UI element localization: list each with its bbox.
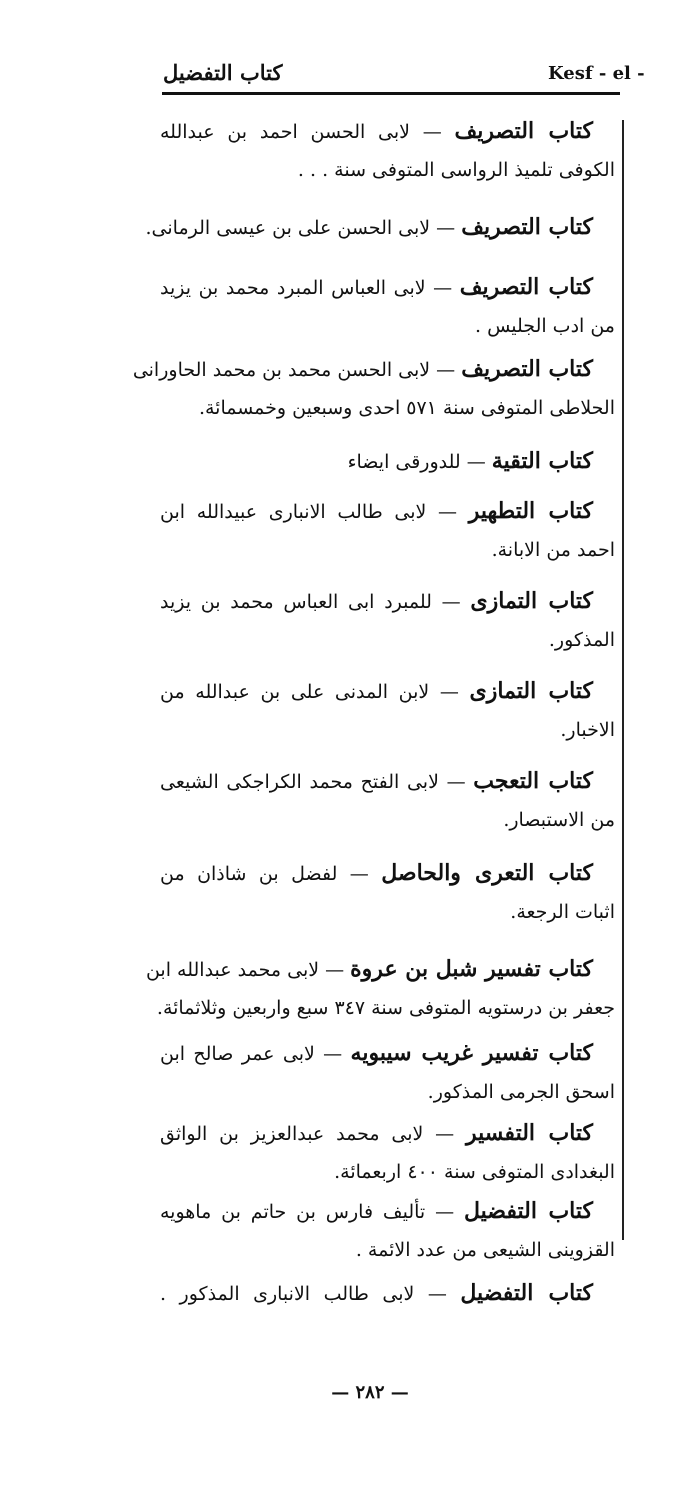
entry-first-line	[160, 1192, 615, 1231]
entry-continuation-line	[160, 531, 615, 569]
bibliography-entry	[160, 1034, 615, 1111]
header-rule	[162, 92, 620, 95]
entry-text: الحلاطى المتوفى سنة ٥٧١ احدى وسبعين وخمسمائة.	[198, 397, 615, 419]
entry-continuation-line	[156, 989, 615, 1027]
entry-title: كتاب تفسير غريب سيبويه	[350, 1040, 593, 1066]
entry-title: كتاب التصريف	[454, 118, 593, 144]
entry-title: كتاب التمازى	[470, 588, 594, 614]
bibliography-entry	[160, 582, 615, 659]
bibliography-entry	[160, 762, 615, 839]
entry-title: كتاب التفضيل	[460, 1280, 593, 1306]
entry-text: — لابى العباس المبرد محمد بن يزيد	[160, 277, 453, 299]
entry-text: — لابى الحسن احمد بن عبدالله	[160, 121, 442, 143]
entry-first-line	[160, 582, 615, 621]
entry-title: كتاب التمازى	[469, 678, 593, 704]
entry-first-line	[160, 112, 615, 151]
entry-continuation-line	[160, 307, 615, 345]
section-label: Kesf - el -	[548, 63, 645, 84]
bibliography-entry	[160, 1192, 615, 1269]
entry-text: جعفر بن درستويه المتوفى سنة ٣٤٧ سبع واربعين وثلاثمائة.	[156, 997, 615, 1019]
entry-first-line	[160, 762, 615, 801]
entry-continuation-line	[160, 1231, 615, 1269]
entry-title: كتاب التفسير	[466, 1120, 594, 1146]
entry-first-line	[145, 950, 615, 989]
entry-continuation-line	[160, 389, 615, 427]
entry-text: — لابى طالب الانبارى عبيدالله ابن	[160, 501, 458, 523]
entry-text: — لابى طالب الانبارى المذكور .	[160, 1283, 447, 1305]
entry-text: الكوفى تلميذ الرواسى المتوفى سنة . . .	[297, 159, 615, 181]
entry-text: من الاستبصار.	[503, 809, 615, 831]
entry-text: — لابى محمد عبدالعزيز بن الواثق	[160, 1123, 455, 1145]
entry-title: كتاب التعرى والحاصل	[381, 860, 593, 886]
entry-first-line	[160, 268, 615, 307]
entry-text: البغدادى المتوفى سنة ٤٠٠ اربعمائة.	[334, 1161, 615, 1183]
entry-first-line	[160, 1274, 615, 1313]
bibliography-entry	[160, 442, 615, 481]
entry-text: — للمبرد ابى العباس محمد بن يزيد	[160, 591, 461, 613]
bibliography-entry	[160, 854, 615, 931]
entry-text: — لابى محمد عبدالله ابن	[145, 959, 345, 981]
bibliography-entry	[132, 350, 615, 427]
entry-text: — لابن المدنى على بن عبدالله من	[160, 681, 459, 703]
entry-title: كتاب تفسير شبل بن عروة	[350, 956, 593, 982]
entry-continuation-line	[160, 621, 615, 659]
entry-title: كتاب التطهير	[468, 498, 593, 524]
entry-text: من ادب الجليس .	[474, 315, 615, 337]
entry-text: — لابى الحسن محمد بن محمد الحاورانى	[132, 359, 456, 381]
entry-first-line	[132, 350, 615, 389]
bibliography-entry	[160, 1274, 615, 1313]
entry-title: كتاب التعجب	[473, 768, 593, 794]
running-title: كتاب التفضيل	[163, 60, 283, 85]
entry-text: — للدورقى ايضاء	[347, 451, 486, 473]
bibliography-entry	[160, 492, 615, 569]
entry-first-line	[160, 492, 615, 531]
entry-title: كتاب التفضيل	[463, 1198, 593, 1224]
entry-first-line	[160, 1114, 615, 1153]
entry-continuation-line	[160, 711, 615, 749]
entry-first-line	[145, 208, 615, 247]
entry-text: اسحق الجرمى المذكور.	[427, 1081, 615, 1103]
entry-text: احمد من الابانة.	[491, 539, 615, 561]
entry-continuation-line	[160, 801, 615, 839]
entry-text: — تأليف فارس بن حاتم بن ماهويه	[160, 1201, 455, 1223]
page-number: — ٢٨٢ —	[331, 1382, 409, 1403]
bibliography-entry	[145, 950, 615, 1027]
margin-rule	[622, 120, 624, 1240]
entry-text: — لابى عمر صالح ابن	[160, 1043, 343, 1065]
entry-continuation-line	[160, 893, 615, 931]
entry-text: القزوينى الشيعى من عدد الائمة .	[355, 1239, 615, 1261]
entry-continuation-line	[160, 1153, 615, 1191]
entry-first-line	[160, 854, 615, 893]
entry-text: — لفضل بن شاذان من	[160, 863, 369, 885]
entry-title: كتاب التصريف	[459, 274, 593, 300]
entry-first-line	[160, 1034, 615, 1073]
entry-title: كتاب التقية	[491, 448, 593, 474]
bibliography-entry	[160, 672, 615, 749]
entry-continuation-line	[160, 1073, 615, 1111]
entry-text: اثبات الرجعة.	[510, 901, 615, 923]
entry-text: الاخبار.	[560, 719, 615, 741]
entry-title: كتاب التصريف	[461, 356, 593, 382]
bibliography-entry	[160, 112, 615, 189]
entry-text: — لابى الفتح محمد الكراجكى الشيعى	[160, 771, 466, 793]
entry-continuation-line	[160, 151, 615, 189]
entry-title: كتاب التصريف	[461, 214, 593, 240]
entry-first-line	[160, 672, 615, 711]
bibliography-entry	[145, 208, 615, 247]
entry-text: المذكور.	[548, 629, 615, 651]
entry-text: — لابى الحسن على بن عيسى الرمانى.	[145, 217, 456, 239]
bibliography-entry	[160, 268, 615, 345]
bibliography-entry	[160, 1114, 615, 1191]
entry-first-line	[160, 442, 615, 481]
